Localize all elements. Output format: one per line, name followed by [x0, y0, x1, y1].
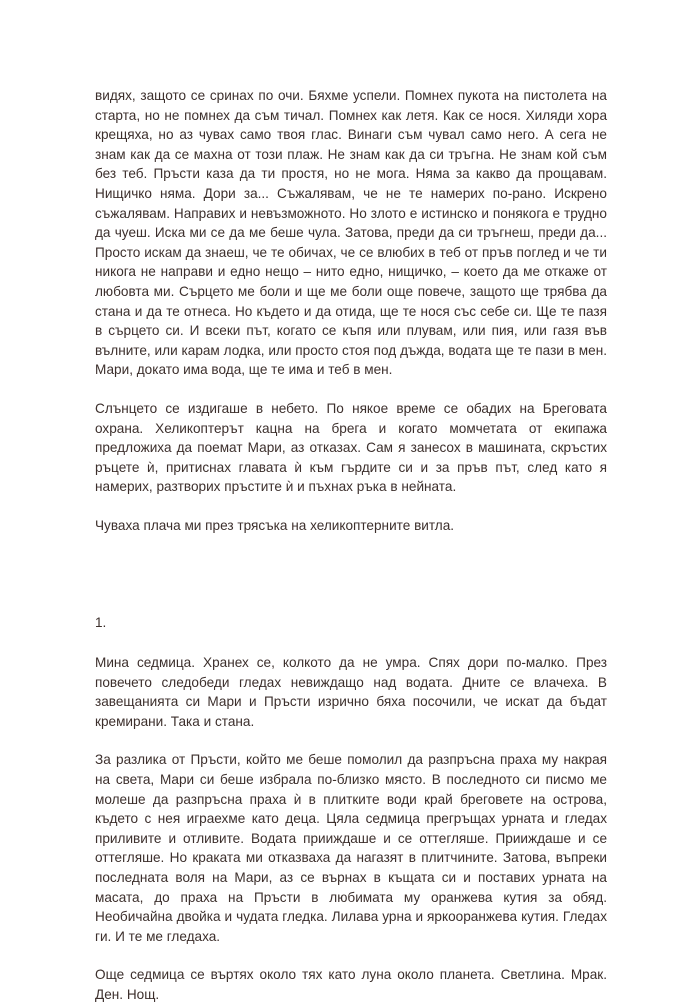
chapter-number: 1. — [95, 615, 107, 631]
paragraph-spacer — [95, 633, 607, 653]
paragraph: Още седмица се въртях около тях като луна около планета. Светлина. Мрак. Ден. Нощ. — [95, 967, 607, 1002]
paragraph: Мина седмица. Хранех се, колкото да не умра. Спях дори по-малко. През повечето следобеди гледах невиждащо над водата. Дните се влачеха. В завещанията си Мари и Пръсти изрично бяха посочили, че искат да бъдат кремирани. Така и стана. — [95, 655, 607, 729]
paragraph-spacer — [95, 946, 607, 965]
paragraph: За разлика от Пръсти, който ме беше помолил да разпръсна праха му накрая на света, Мари си беше избрала по-близко място. В последното си писмо ме молеше да разпръсна праха ѝ в плитките води край бреговете на острова, където с нея играехме като деца. Цяла седмица прегръщах урната и гледах приливите и отливите. Водата прииждаше и се оттегляше. Прииждаше и се оттегляше. Но краката ми отказваха да нагазят в плитчините. Затова, въпреки последната воля на Мари, аз се върнах в къщата си и поставих урната на масата, до праха на Пръсти в любимата му оранжева кутия за обяд. Необичайна двойка и чудата гледка. Лилава урна и яркооранжева кутия. Гледах ги. И те ме гледаха. — [95, 752, 607, 944]
page-body — [95, 86, 607, 1005]
paragraph-spacer — [95, 731, 607, 750]
section-spacer — [95, 535, 607, 613]
paragraph-spacer — [95, 497, 607, 516]
paragraph: Чуваха плача ми през трясъка на хеликоптерните витла. — [95, 517, 455, 533]
paragraph: Слънцето се издигаше в небето. По някое време се обадих на Бреговата охрана. Хеликоптерът кацна на брега и когато момчетата от екипажа предложиха да поемат Мари, аз отказах. Сам я занесох в машината, скръстих ръцете ѝ, притиснах главата ѝ към гърдите си и за пръв път, след като я намерих, разтворих пръстите ѝ и пъхнах ръка в нейната. — [95, 400, 607, 495]
paragraph-spacer — [95, 380, 607, 399]
paragraph: видях, защото се сринах по очи. Бяхме успели. Помнех пукота на пистолета на старта, но не помнех да съм тичал. Помнех как летя. Как се нося. Хиляди хора крещяха, но аз чувах само твоя глас. Винаги съм чувал само него. А сега не знам как да се махна от този плаж. Не знам как да си тръгна. Не знам кой съм без теб. Пръсти каза да ти простя, но не мога. Няма за какво да прощавам. Нищичко няма. Дори за... Съжалявам, че не те намерих по-рано. Искрено съжалявам. Направих и невъзможното. Но злото е истинско и понякога е трудно да чуеш. Иска ми се да ме беше чула. Затова, преди да си тръгнеш, преди да... Просто искам да знаеш, че те обичах, че се влюбих в теб от пръв поглед и че ти никога не направи и едно нещо – нито едно, нищичко, – което да ме откаже от любовта ми. Сърцето ме боли и ще ме боли още повече, защото ще трябва да стана и да те отнеса. Но където и да отида, ще те нося със себе си. Ще те пазя в сърцето си. И всеки път, когато се къпя или плувам, или пия, или газя във вълните, или карам лодка, или просто стоя под дъжда, водата ще те пази в мен. Мари, докато има вода, ще те има и теб в мен. — [95, 88, 607, 378]
